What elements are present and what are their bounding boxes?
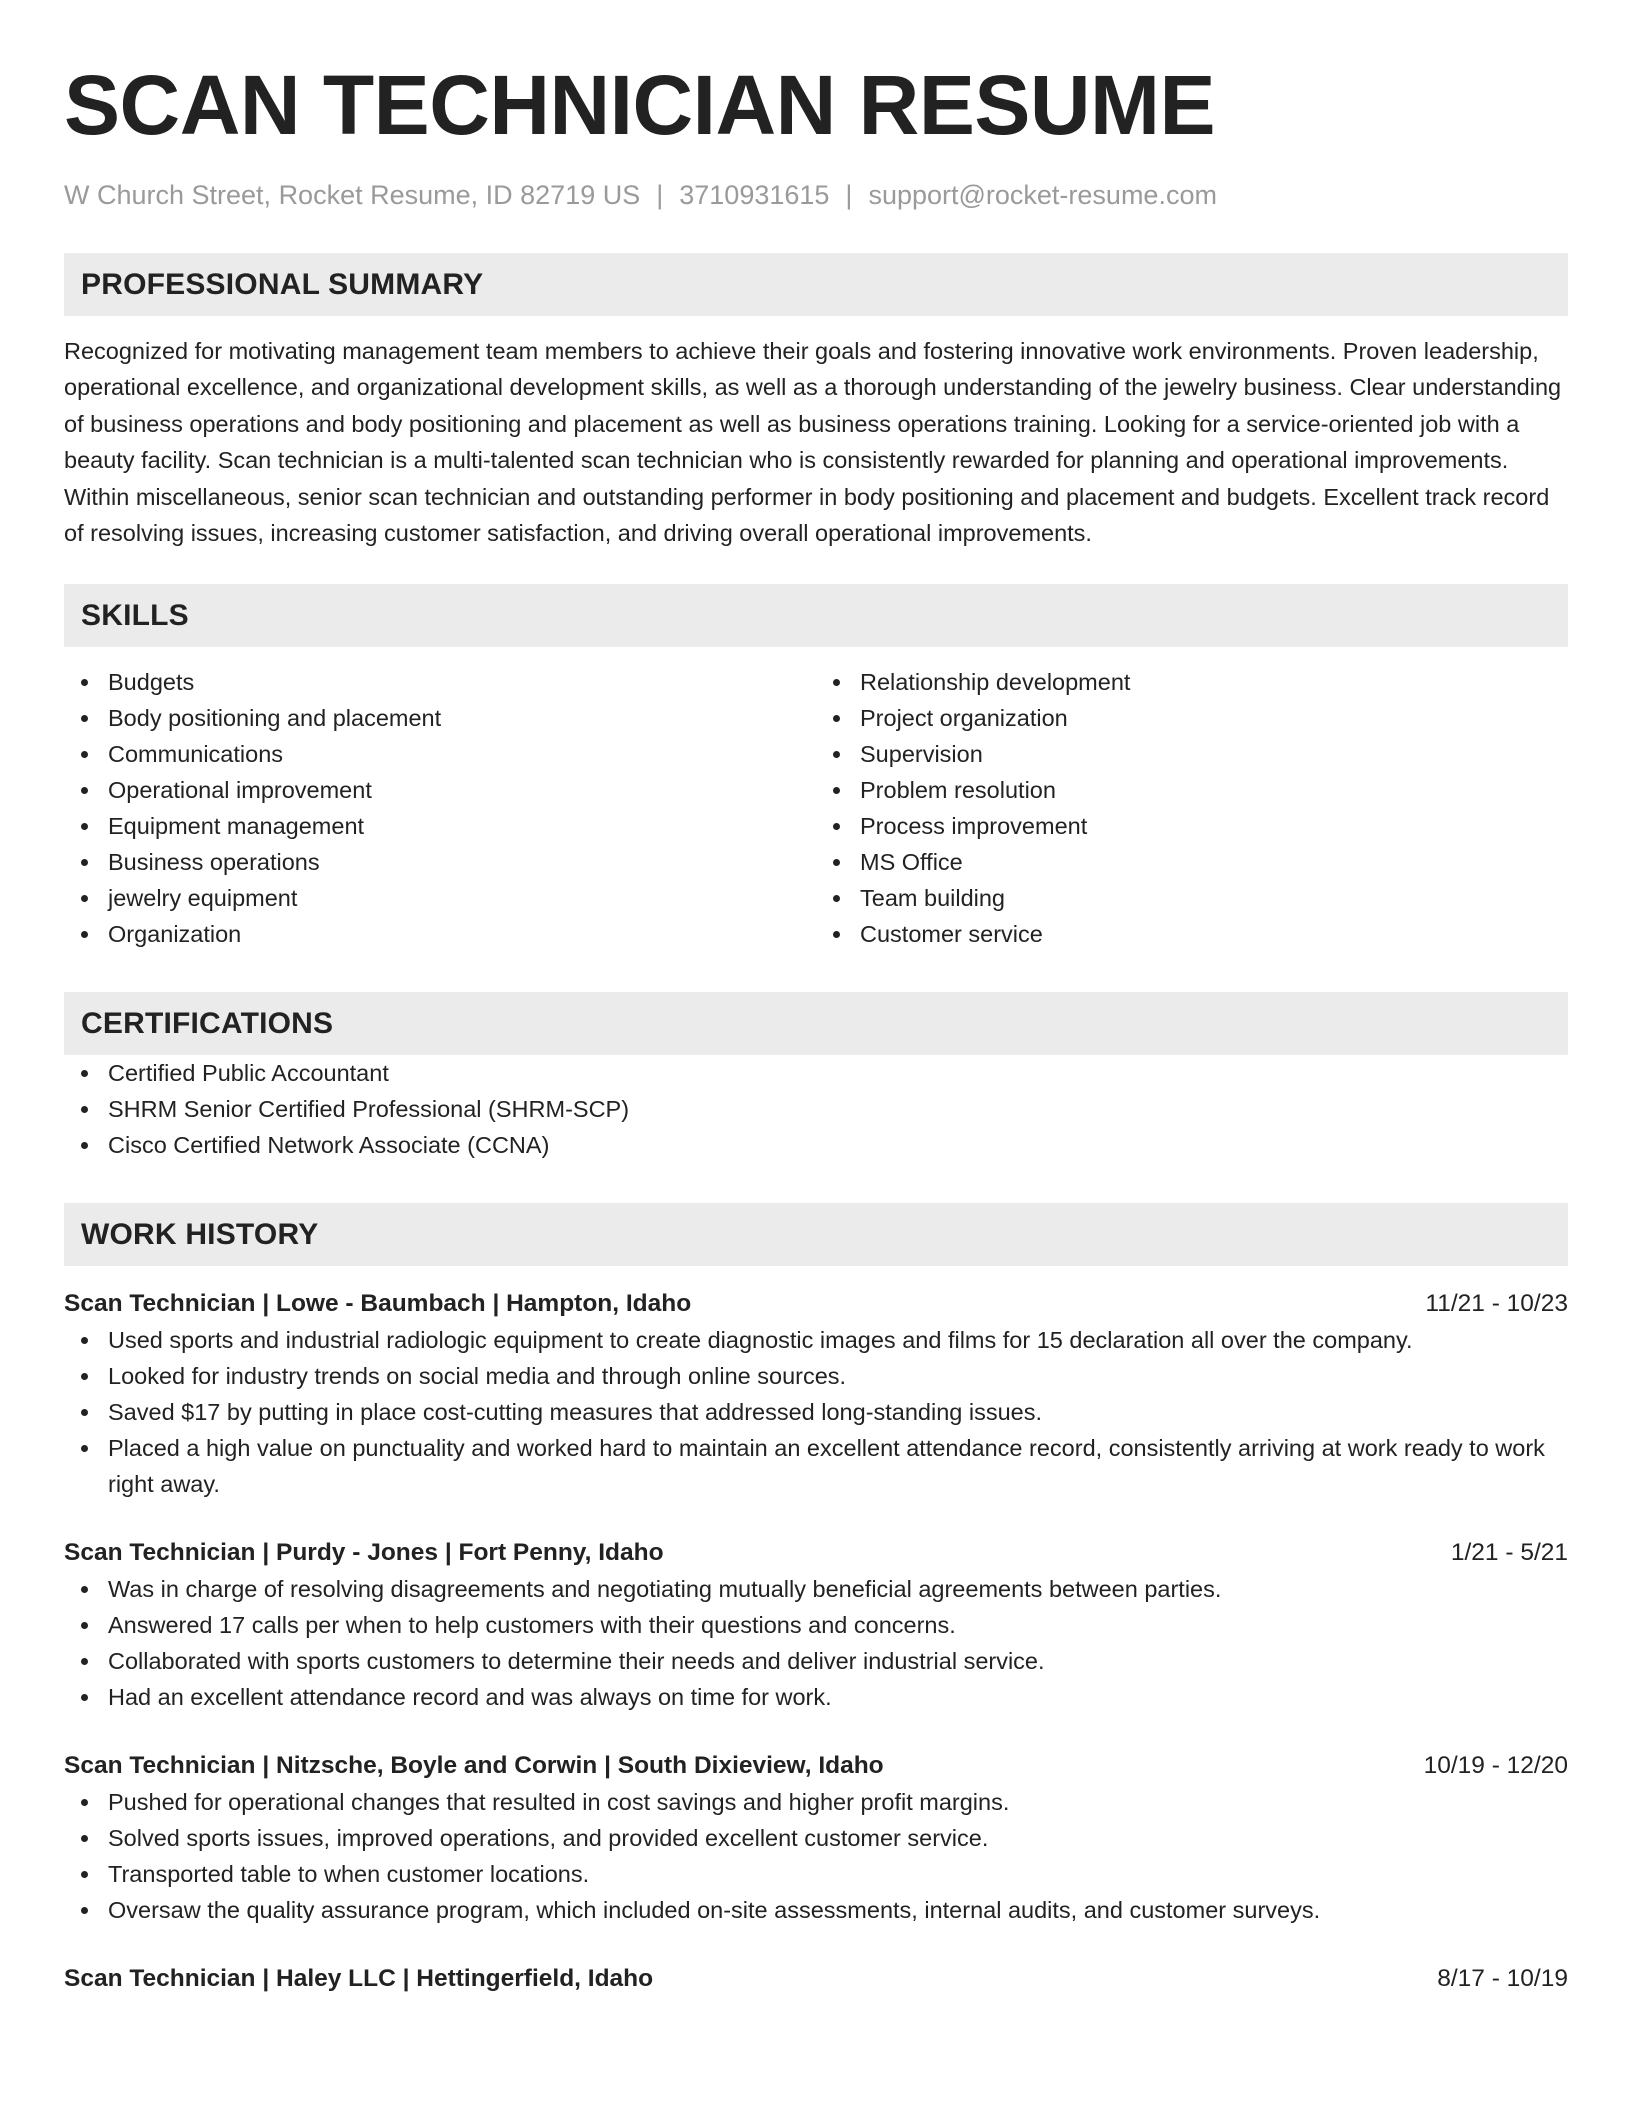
job-heading: Scan Technician | Lowe - Baumbach | Hampton, Idaho — [64, 1290, 692, 1318]
job-entry — [64, 1961, 1568, 1997]
job-header — [64, 1535, 1568, 1571]
job-dates: 11/21 - 10/23 — [1425, 1290, 1568, 1318]
certifications-list — [64, 1055, 1568, 1163]
job-dates: 10/19 - 12/20 — [1423, 1752, 1568, 1780]
job-heading: Scan Technician | Nitzsche, Boyle and Corwin | South Dixieview, Idaho — [64, 1752, 884, 1780]
certification-item: SHRM Senior Certified Professional (SHRM-SCP) — [64, 1091, 1568, 1127]
work-history-section-title: WORK HISTORY — [81, 1217, 319, 1251]
contact-email: support@rocket-resume.com — [868, 180, 1217, 210]
summary-section-header — [64, 253, 1568, 316]
job-bullet: Collaborated with sports customers to determine their needs and deliver industrial service. — [64, 1643, 1568, 1679]
job-bullet: Had an excellent attendance record and was always on time for work. — [64, 1679, 1568, 1715]
skill-item: Operational improvement — [64, 772, 816, 808]
job-header — [64, 1961, 1568, 1997]
job-header — [64, 1748, 1568, 1784]
skills-column-left — [64, 664, 816, 952]
skill-item: Project organization — [816, 700, 1568, 736]
job-bullet-list — [64, 1784, 1568, 1928]
job-entry — [64, 1535, 1568, 1715]
skill-item: Business operations — [64, 844, 816, 880]
skill-item: Process improvement — [816, 808, 1568, 844]
contact-separator: | — [656, 180, 664, 210]
job-bullet: Was in charge of resolving disagreements and negotiating mutually beneficial agreements between parties. — [64, 1571, 1568, 1607]
skills-column-right — [816, 664, 1568, 952]
skill-item: Communications — [64, 736, 816, 772]
skill-item: Problem resolution — [816, 772, 1568, 808]
job-header — [64, 1286, 1568, 1322]
job-bullet-list — [64, 1571, 1568, 1715]
certification-item: Certified Public Accountant — [64, 1055, 1568, 1091]
skill-item: Body positioning and placement — [64, 700, 816, 736]
job-heading: Scan Technician | Haley LLC | Hettingerfield, Idaho — [64, 1965, 654, 1993]
skill-item: Equipment management — [64, 808, 816, 844]
skill-item: Team building — [816, 880, 1568, 916]
skill-item: Customer service — [816, 916, 1568, 952]
skills-section-title: SKILLS — [81, 598, 189, 632]
skill-item: Organization — [64, 916, 816, 952]
skill-item: jewelry equipment — [64, 880, 816, 916]
skill-item: Relationship development — [816, 664, 1568, 700]
job-bullet: Looked for industry trends on social media and through online sources. — [64, 1358, 1568, 1394]
resume-title: SCAN TECHNICIAN RESUME — [64, 58, 1216, 152]
job-bullet-list — [64, 1322, 1568, 1502]
skills-section-header — [64, 584, 1568, 647]
job-bullet: Oversaw the quality assurance program, which included on-site assessments, internal audits, and customer surveys. — [64, 1892, 1568, 1928]
job-entry — [64, 1286, 1568, 1502]
skill-item: Supervision — [816, 736, 1568, 772]
job-bullet: Answered 17 calls per when to help customers with their questions and concerns. — [64, 1607, 1568, 1643]
contact-address: W Church Street, Rocket Resume, ID 82719 US — [64, 180, 641, 210]
job-bullet: Solved sports issues, improved operations, and provided excellent customer service. — [64, 1820, 1568, 1856]
contact-separator: | — [845, 180, 853, 210]
contact-phone: 3710931615 — [679, 180, 830, 210]
skills-grid — [64, 664, 1568, 952]
work-history-section-header — [64, 1203, 1568, 1266]
job-heading: Scan Technician | Purdy - Jones | Fort Penny, Idaho — [64, 1539, 664, 1567]
job-dates: 8/17 - 10/19 — [1437, 1965, 1568, 1993]
summary-section-title: PROFESSIONAL SUMMARY — [81, 267, 484, 301]
contact-line — [64, 177, 1568, 213]
certification-item: Cisco Certified Network Associate (CCNA) — [64, 1127, 1568, 1163]
job-bullet: Pushed for operational changes that resulted in cost savings and higher profit margins. — [64, 1784, 1568, 1820]
job-bullet: Placed a high value on punctuality and worked hard to maintain an excellent attendance record, consistently arriving at work ready to work right away. — [64, 1430, 1568, 1502]
certifications-section-title: CERTIFICATIONS — [81, 1006, 334, 1040]
job-bullet: Used sports and industrial radiologic equipment to create diagnostic images and films for 15 declaration all over the company. — [64, 1322, 1568, 1358]
job-entry — [64, 1748, 1568, 1928]
skill-item: Budgets — [64, 664, 816, 700]
summary-text: Recognized for motivating management team members to achieve their goals and fostering innovative work environments. Proven leadership, operational excellence, and organizational development skills, as well as a thorough understanding of the jewelry business. Clear understanding of business operations and body positioning and placement as well as business operations training. Looking for a service-oriented job with a beauty facility. Scan technician is a multi-talented scan technician who is consistently rewarded for planning and operational improvements. Within miscellaneous, senior scan technician and outstanding performer in body positioning and placement and budgets. Excellent track record of resolving issues, increasing customer satisfaction, and driving overall operational improvements. — [64, 338, 1562, 547]
skill-item: MS Office — [816, 844, 1568, 880]
job-dates: 1/21 - 5/21 — [1450, 1539, 1568, 1567]
job-bullet: Saved $17 by putting in place cost-cutting measures that addressed long-standing issues. — [64, 1394, 1568, 1430]
certifications-section-header — [64, 992, 1568, 1055]
job-bullet: Transported table to when customer locations. — [64, 1856, 1568, 1892]
